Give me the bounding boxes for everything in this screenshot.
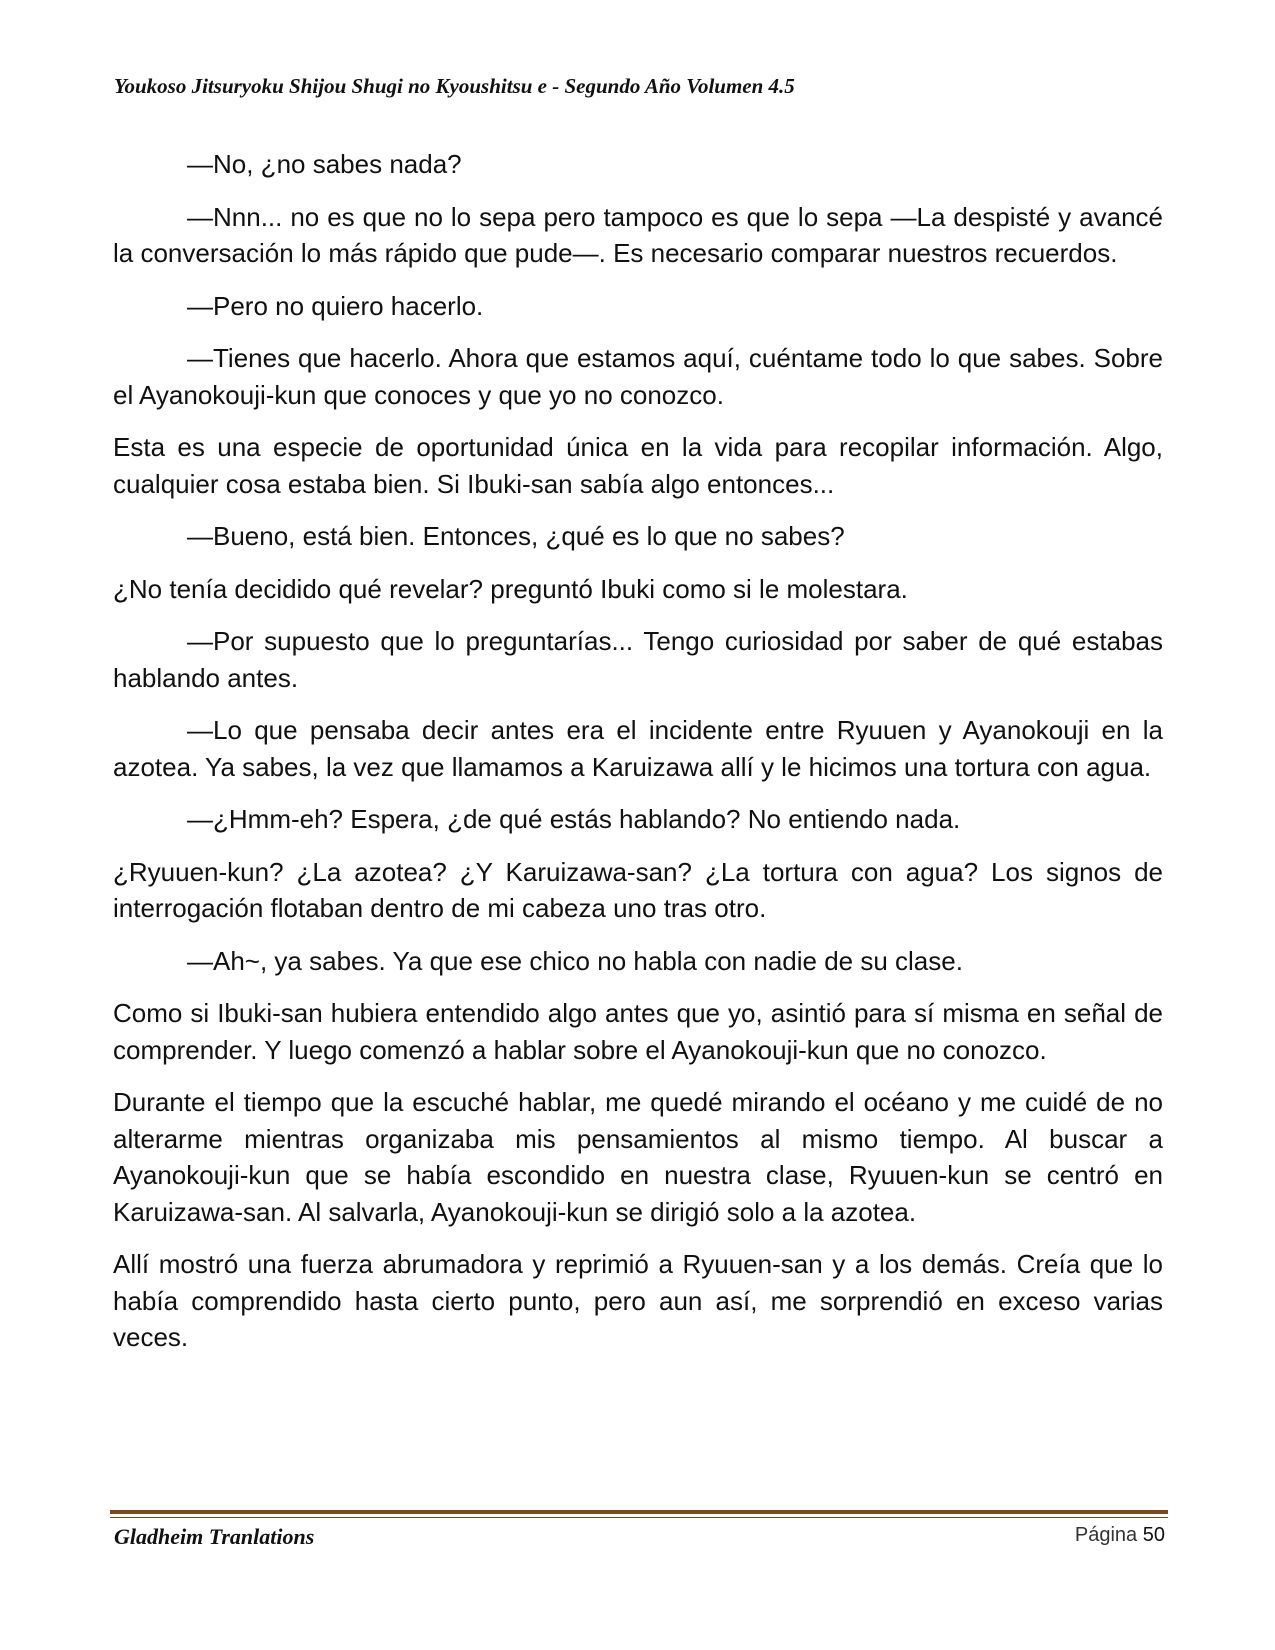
page-label: Página <box>1074 1524 1138 1546</box>
paragraph: —No, ¿no sabes nada? <box>187 149 462 179</box>
footer-divider <box>110 1510 1168 1514</box>
paragraph: —Pero no quiero hacerlo. <box>187 290 484 321</box>
paragraph: —Tienes que hacerlo. Ahora que estamos aquí, cuéntame todo lo que sabes. Sobre el Ayanokouji-kun que conoces y que yo no conozco. <box>113 343 1163 410</box>
paragraph: —Ah~, ya sabes. Ya que ese chico no habla con nadie de su clase. <box>187 945 963 976</box>
paragraph: —Nnn... no es que no lo sepa pero tampoco es que lo sepa —La despisté y avancé la conversación lo más rápido que pude—. Es necesario comparar nuestros recuerdos. <box>113 201 1163 268</box>
page-body <box>113 146 1163 1372</box>
paragraph: ¿Ryuuen-kun? ¿La azotea? ¿Y Karuizawa-san? ¿La tortura con agua? Los signos de interrogación flotaban dentro de mi cabeza uno tras otro. <box>113 856 1163 923</box>
page-number: 50 <box>1142 1524 1165 1546</box>
paragraph: Durante el tiempo que la escuché hablar, me quedé mirando el océano y me cuidé de no alterarme mientras organizaba mis pensamientos al mismo tiempo. Al buscar a Ayanokouji-kun que se había escondido en nuestra clase, Ryuuen-kun se centró en Karuizawa-san. Al salvarla, Ayanokouji-kun se dirigió solo a la azotea. <box>113 1087 1163 1227</box>
paragraph: —Por supuesto que lo preguntarías... Tengo curiosidad por saber de qué estabas hablando antes. <box>113 626 1163 693</box>
paragraph: —¿Hmm-eh? Espera, ¿de qué estás hablando? No entiendo nada. <box>187 804 961 834</box>
footer-page-indicator <box>1075 1524 1165 1547</box>
paragraph: Esta es una especie de oportunidad única en la vida para recopilar información. Algo, cualquier cosa estaba bien. Si Ibuki-san sabía algo entonces... <box>113 432 1163 499</box>
paragraph: Como si Ibuki-san hubiera entendido algo antes que yo, asintió para sí misma en señal de comprender. Y luego comenzó a hablar sobre el Ayanokouji-kun que no conozco. <box>113 998 1163 1065</box>
paragraph: —Bueno, está bien. Entonces, ¿qué es lo que no sabes? <box>187 521 845 551</box>
footer-publisher: Gladheim Tranlations <box>114 1524 315 1549</box>
footer-divider-thin <box>110 1517 1168 1518</box>
paragraph: ¿No tenía decidido qué revelar? preguntó Ibuki como si le molestara. <box>113 573 908 604</box>
paragraph: —Lo que pensaba decir antes era el incidente entre Ryuuen y Ayanokouji en la azotea. Ya sabes, la vez que llamamos a Karuizawa allí y le hicimos una tortura con agua. <box>113 715 1163 782</box>
paragraph: Allí mostró una fuerza abrumadora y reprimió a Ryuuen-san y a los demás. Creía que lo había comprendido hasta cierto punto, pero aun así, me sorprendió en exceso varias veces. <box>113 1249 1163 1352</box>
page-header-title: Youkoso Jitsuryoku Shijou Shugi no Kyoushitsu e - Segundo Año Volumen 4.5 <box>114 74 795 98</box>
